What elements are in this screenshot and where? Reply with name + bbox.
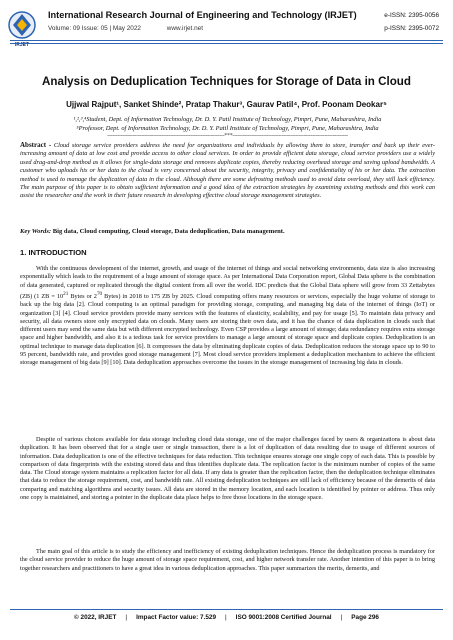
footer-rule bbox=[10, 609, 443, 610]
footer-sep: | bbox=[125, 614, 128, 621]
p1-text-c: Bytes) in 2018 to 175 ZB by 2025. Cloud computing offers many resources or services, especially the huge volume of storage to back up the big data [2]. Cloud computing is an optimal paradigm for providing storage, computing, and managing big data of the internet of things (IoT) or organization [3] [4]. Cloud service providers provide many services with the features of elasticity, scalability, and pay for usage [5]. To maintain data privacy and security, all data owners store only encrypted data on clouds. Many users are storing their own data, and it has the chance of data duplication in clouds such that different users may send the same data but with different encrypted technology. Even CSP provides a large amount of storage; data redundancy requires extra storage space and higher bandwidth, and also it is a tedious task for service providers to manage a large amount of storage space and duplicate copies. Deduplication is an optimal technique to manage data duplication [6]. It compresses the data by eliminating duplicate copies of data. Deduplication reduces the storage space up to 90 to 95 percent, bandwidth rate, and provides good storage management [7]. Most cloud service providers implement a deduplication mechanism to achieve the efficient storage management of big data [9] [10]. Data deduplication approaches overcome the issues in the storage management of increasing big data in clouds. bbox=[20, 292, 435, 367]
author-list: Ujjwal Rajput¹, Sanket Shinde², Pratap Thakur³, Gaurav Patil⁴, Prof. Poonam Deokar⁵ bbox=[66, 100, 387, 109]
abstract-text: Cloud storage service providers address the need for organizations and individuals by allowing them to store, transfer and back up their ever-increasing amount of data at low cost and provide access to other cloud services. In order to provide efficient data storage, cloud service providers use a widely used drag-and-drop method as it allows for single-data storage and removes duplicate copies, thereby reducing overhead storage and saving upload bandwidth. A customer who uploads his or her data to the cloud is very concerned about the security, integrity, privacy and confidentiality of his or her data. The extraction method is used to manage the duplication of data in the cloud. Although there are some defrosting methods used to avoid data overload, they still lack efficiency. The main purpose of this paper is to obtain sufficient information and a good idea of the extraction strategies by examining existing methods and this work can assist the researcher and the work in their future research in developing effective cloud storage management strategies. bbox=[20, 142, 435, 200]
footer-copyright: © 2022, IRJET bbox=[74, 614, 117, 621]
abstract-label: Abstract - bbox=[20, 141, 52, 149]
abstract bbox=[20, 141, 435, 201]
separator-line: ---------------------------------------------------------------------***-------------------------------------------------------------------- bbox=[107, 133, 348, 139]
footer-sep: | bbox=[340, 614, 343, 621]
keywords-label: Key Words: bbox=[20, 228, 52, 235]
paper-title: Analysis on Deduplication Techniques for Storage of Data in Cloud bbox=[42, 75, 411, 88]
section-heading: 1. INTRODUCTION bbox=[20, 248, 87, 257]
footer-iso: ISO 9001:2008 Certified Journal bbox=[235, 614, 332, 621]
keywords-text: Big data, Cloud computing, Cloud storage, Data deduplication, Data management. bbox=[52, 228, 285, 235]
footer-page-number: Page 296 bbox=[351, 614, 379, 621]
journal-website: www.irjet.net bbox=[166, 25, 203, 32]
journal-name: International Research Journal of Engineering and Technology (IRJET) bbox=[48, 10, 357, 20]
logo-caption: IRJET bbox=[14, 42, 30, 48]
footer-sep: | bbox=[225, 614, 227, 621]
e-issn: e-ISSN: 2395-0056 bbox=[384, 12, 439, 19]
affiliation-students: ¹,²,³,⁴Student, Dept. of Information Technology, Dr. D. Y. Patil Institute of Technology, Pimpri, Pune, Maharashtra, India bbox=[73, 116, 382, 123]
intro-paragraph-3: The main goal of this article is to study the efficiency and inefficiency of existing deduplication techniques. Hence the deduplication process is mandatory for the cloud service provider to reduce the huge amount of storage space requirement, cost, and higher network transfer rate. Another intention of this paper is to bring together researchers and practitioners to have a great idea in various deduplication approaches. This paper summarizes the merits, demerits, and bbox=[20, 548, 435, 572]
intro-paragraph-1 bbox=[20, 265, 435, 368]
intro-paragraph-2: Despite of various choices available for data storage including cloud data storage, one of the major challenges faced by users & organizations is about data duplication. It has been observed that for a single user or single transaction, there is a lot of duplication of data resulting due to usage of different sources of information. Data deduplication is one of the effective techniques for data reduction. This technique ensures storage one single copy of each data. This is possible by comparison of data fingerprints with the existing stored data and thus identifies duplicate data. The replication factor is the minimum number of copies of the same data. The Cloud storage system maintains a replication factor for all data. If any data is greater than the replication factor, then the deduplication technique eliminates that data to reduce the storage requirement, cost, and bandwidth rate. All existing deduplication techniques are still lack of efficiency because of the demerits of data comparing and matching algorithms and security issues. All data are stored in the memory location, and each location is identified by pointer or address. Thus only one copy is maintained, and storing a pointer in the duplicate data place helps to free those locations in the storage space. bbox=[20, 436, 435, 502]
header-rule-thin bbox=[10, 43, 443, 44]
affiliation-professor: ⁵Professor, Dept. of Information Technology, Dr. D. Y. Patil Institute of Technology, Pimpri, Pune, Maharashtra, India bbox=[76, 125, 379, 132]
page-footer bbox=[0, 614, 453, 621]
volume-issue: Volume: 09 Issue: 05 | May 2022 bbox=[48, 25, 141, 32]
keywords bbox=[20, 228, 435, 235]
p1-text-b: Bytes or 2 bbox=[68, 292, 97, 300]
irjet-logo-icon bbox=[7, 10, 37, 40]
p1-exponent-70: 70 bbox=[96, 290, 103, 297]
p1-text-a: With the continuous development of the internet, growth, and usage of the internet of things and social networking environments, data size is also increasing exponentially which leads to the requirement of a huge amount of storage space. As per International Data Corporation report, Global Data sphere is the combination of data generated, captured or replicated through the digital content from all over the world. IDC predicts that the Global Data sphere will grow from 33 Zettabytes (ZB) (1 ZB = 10 bbox=[20, 265, 435, 300]
footer-impact-factor: Impact Factor value: 7.529 bbox=[136, 614, 216, 621]
p1-exponent-21: 21 bbox=[63, 290, 69, 297]
p-issn: p-ISSN: 2395-0072 bbox=[384, 25, 439, 32]
journal-header bbox=[0, 0, 453, 62]
header-rule bbox=[10, 40, 443, 41]
journal-volume-line bbox=[48, 25, 203, 32]
